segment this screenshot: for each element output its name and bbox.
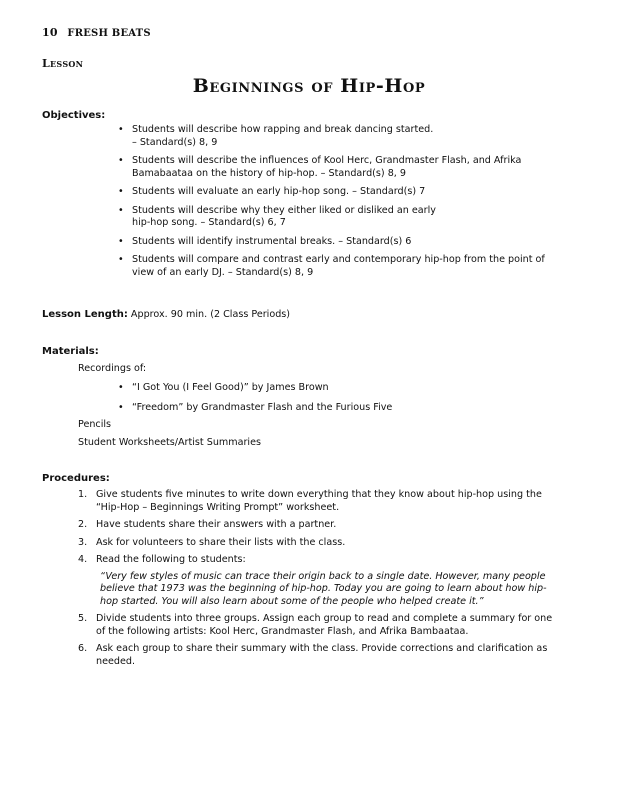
objectives-list	[118, 124, 568, 285]
lesson-length	[42, 309, 290, 322]
bullet-icon: •	[118, 155, 124, 166]
step-text: Ask for volunteers to share their lists with the class.	[96, 536, 346, 548]
bullet-icon: •	[118, 124, 124, 135]
step-text: Have students share their answers with a partner.	[96, 519, 337, 530]
step-number: 4.	[78, 554, 88, 565]
lesson-length-label: Lesson Length:	[42, 309, 128, 320]
step-number: 6.	[78, 643, 88, 654]
bullet-icon: •	[118, 186, 124, 197]
step-text: Ask each group to share their summary with the class. Provide corrections and clarification as needed.	[96, 643, 548, 667]
step-number: 1.	[78, 489, 88, 500]
objective-text: Students will evaluate an early hip-hop song. – Standard(s) 7	[132, 186, 426, 197]
step-number: 5.	[78, 613, 88, 624]
bullet-icon: •	[118, 204, 124, 216]
objectives-heading: Objectives:	[42, 110, 106, 121]
procedures-heading: Procedures:	[42, 473, 110, 484]
list-item	[78, 519, 558, 532]
step-text: Read the following to students:	[96, 554, 246, 565]
recordings-list	[118, 382, 518, 421]
materials-heading: Materials:	[42, 346, 99, 357]
page-number: 10	[42, 26, 58, 39]
bullet-icon: •	[118, 254, 124, 265]
list-item	[78, 613, 558, 638]
objective-text: Students will compare and contrast early and contemporary hip-hop from the point of view of an early DJ. – Standard(s) 8, 9	[132, 254, 545, 278]
list-item	[118, 236, 568, 249]
bullet-icon: •	[118, 235, 124, 247]
list-item	[118, 205, 568, 230]
list-item	[78, 537, 558, 550]
objective-text: Students will describe how rapping and break dancing started. – Standard(s) 8, 9	[132, 124, 434, 148]
book-title: FRESH BEATS	[67, 28, 151, 39]
list-item	[78, 643, 558, 668]
recording-title: “I Got You (I Feel Good)” by James Brown	[132, 382, 329, 393]
material-item: Pencils	[78, 419, 112, 430]
bullet-icon: •	[118, 382, 124, 393]
list-item	[118, 155, 568, 180]
list-item	[118, 382, 518, 395]
step-text: Give students five minutes to write down everything that they know about hip-hop using the “Hip-Hop – Beginnings Writing Prompt” worksheet.	[96, 489, 542, 513]
list-item	[78, 554, 558, 608]
running-header	[42, 26, 151, 39]
step-text: Divide students into three groups. Assign each group to read and complete a summary for one of the following artists: Kool Herc, Grandmaster Flash, and Afrika Bambaataa.	[96, 613, 553, 637]
step-number: 2.	[78, 519, 88, 530]
objective-text: Students will describe why they either liked or disliked an early hip-hop song. – Standard(s) 6, 7	[132, 204, 436, 228]
list-item	[118, 402, 518, 415]
objective-text: Students will identify instrumental breaks. – Standard(s) 6	[132, 235, 412, 247]
list-item	[118, 124, 568, 149]
list-item	[118, 254, 568, 279]
recordings-label: Recordings of:	[78, 363, 147, 374]
read-aloud-quote: “Very few styles of music can trace their origin back to a single date. However, many people believe that 1973 was the beginning of hip-hop. Today you are going to learn about how hip-hop started. You will also learn about some of the people who helped create it.”	[100, 570, 547, 607]
step-number: 3.	[78, 536, 88, 548]
procedures-list	[78, 489, 558, 673]
bullet-icon: •	[118, 401, 124, 413]
lesson-length-value: Approx. 90 min. (2 Class Periods)	[130, 309, 291, 320]
material-item: Student Worksheets/Artist Summaries	[78, 437, 261, 448]
list-item	[118, 186, 568, 199]
recording-title: “Freedom” by Grandmaster Flash and the Furious Five	[132, 401, 393, 413]
list-item	[78, 489, 558, 514]
objective-text: Students will describe the influences of Kool Herc, Grandmaster Flash, and Afrika Bamabaataa on the history of hip-hop. – Standard(s) 8, 9	[132, 155, 522, 179]
page-title: Beginnings of Hip-Hop	[192, 75, 426, 97]
section-label: Lesson	[42, 57, 84, 70]
